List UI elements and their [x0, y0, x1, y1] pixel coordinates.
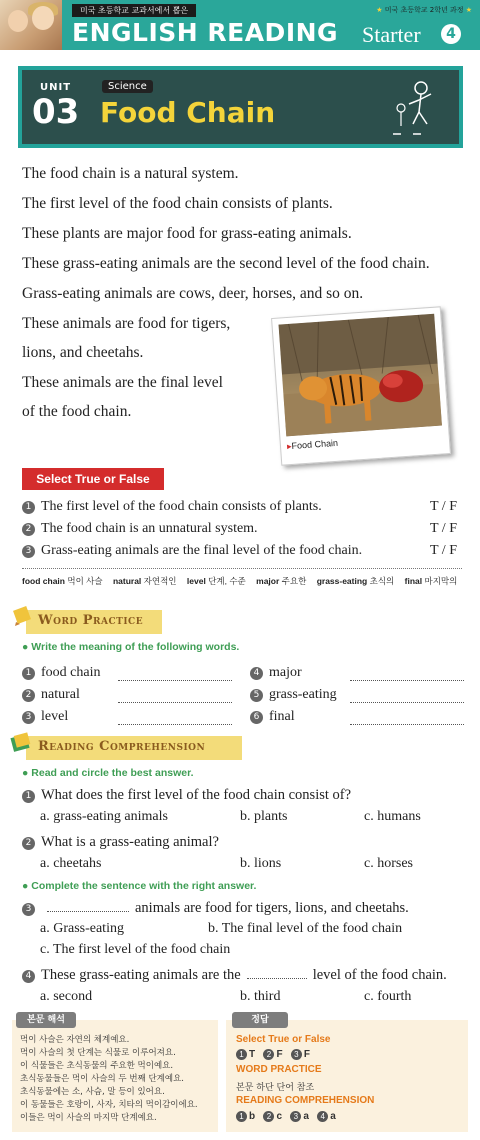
- wp-item-3: 3 level: [22, 708, 68, 726]
- rc-q2-option-c[interactable]: c. horses: [364, 856, 413, 871]
- reading-line: of the food chain.: [22, 403, 132, 420]
- reading-line: These grass-eating animals are the second level of the food chain.: [22, 255, 430, 272]
- photo-caption: ▸Food Chain: [286, 437, 339, 452]
- divider: [22, 568, 462, 569]
- subject-badge: Science: [102, 80, 153, 93]
- translation-line: 초식동물들은 먹이 사슬의 두 번째 단계예요.: [20, 1074, 185, 1084]
- tf-choice-3[interactable]: T / F: [430, 543, 457, 558]
- answer-rc-heading: READING COMPREHENSION: [236, 1095, 375, 1106]
- reading-line: The first level of the food chain consists of plants.: [22, 195, 333, 212]
- wp-item-4: 4 major: [250, 664, 302, 682]
- reading-line: The food chain is a natural system.: [22, 165, 239, 182]
- page-header: [0, 0, 480, 50]
- unit-board: [18, 66, 463, 148]
- answer-wp-note: 본문 하단 단어 참조: [236, 1083, 315, 1093]
- rc-question-2: 2 What is a grass-eating animal?: [22, 833, 219, 851]
- wp-blank-1[interactable]: [118, 680, 232, 681]
- rc-q3-option-c[interactable]: c. The first level of the food chain: [40, 942, 231, 957]
- wp-blank-3[interactable]: [118, 724, 232, 725]
- unit-title: Food Chain: [100, 96, 276, 129]
- food-chain-photo: [271, 306, 451, 465]
- rc-q4-blank[interactable]: [247, 967, 307, 979]
- rc-q3-option-a[interactable]: a. Grass-eating: [40, 921, 124, 936]
- translation-line: 이 식물들은 초식동물의 주요한 먹이예요.: [20, 1061, 174, 1071]
- wp-item-2: 2 natural: [22, 686, 80, 704]
- rc-question-3: 3 animals are food for tigers, lions, and cheetahs.: [22, 899, 409, 917]
- rc-q3-blank[interactable]: [47, 900, 129, 912]
- reading-line: These animals are food for tigers,: [22, 315, 231, 332]
- unit-label: UNIT: [40, 82, 72, 93]
- rc-q2-option-a[interactable]: a. cheetahs: [40, 856, 102, 871]
- rc-q1-option-a[interactable]: a. grass-eating animals: [40, 809, 168, 824]
- answer-rc-values: 1 b 2 c 3 a 4 a: [236, 1111, 336, 1122]
- rc-q4-option-a[interactable]: a. second: [40, 989, 93, 1004]
- header-starter: Starter: [362, 22, 421, 47]
- reading-line: Grass-eating animals are cows, deer, horses, and so on.: [22, 285, 364, 302]
- wp-blank-2[interactable]: [118, 702, 232, 703]
- answer-tf-heading: Select True or False: [236, 1034, 331, 1045]
- tf-item-3: 3 Grass-eating animals are the final level of the food chain.: [22, 542, 362, 560]
- translation-line: 이들은 먹이 사슬의 마지막 단계예요.: [20, 1113, 157, 1123]
- wp-blank-5[interactable]: [350, 702, 464, 703]
- answer-wp-heading: WORD PRACTICE: [236, 1064, 322, 1075]
- reading-line: These animals are the final level: [22, 374, 223, 391]
- true-false-heading: Select True or False: [22, 468, 164, 490]
- rc-q3-option-b[interactable]: b. The final level of the food chain: [208, 921, 403, 936]
- rc-q4-option-c[interactable]: c. fourth: [364, 989, 412, 1004]
- word-practice-heading: Word Practice: [38, 613, 144, 628]
- rc-question-4: 4 These grass-eating animals are the level of the food chain.: [22, 966, 447, 984]
- tf-item-2: 2 The food chain is an unnatural system.: [22, 520, 258, 538]
- wp-blank-6[interactable]: [350, 724, 464, 725]
- reading-line: lions, and cheetahs.: [22, 344, 144, 361]
- header-grade-tag: ★ 미국 초등학교 2학년 과정 ★: [376, 6, 472, 14]
- rc-question-1: 1 What does the first level of the food chain consist of?: [22, 786, 351, 804]
- header-title: ENGLISH READING: [72, 18, 339, 47]
- rc-q1-option-b[interactable]: b. plants: [240, 809, 288, 824]
- word-practice-instruction: ● Write the meaning of the following words.: [22, 641, 240, 653]
- vocab-list: food chain 먹이 사슬 natural 자연적인 level 단계, 수준 major 주요한 grass-eating 초식의 final 마지막의: [22, 576, 458, 586]
- translation-line: 먹이 사슬은 자연의 체계예요.: [20, 1035, 130, 1045]
- stick-figure-doodle-icon: [383, 78, 443, 138]
- tiger-photo: [279, 314, 442, 437]
- wp-item-1: 1 food chain: [22, 664, 100, 682]
- wp-item-5: 5 grass-eating: [250, 686, 337, 704]
- wp-blank-4[interactable]: [350, 680, 464, 681]
- tf-choice-2[interactable]: T / F: [430, 521, 457, 536]
- translation-tab: 본문 해석: [16, 1012, 76, 1028]
- reading-comprehension-heading: Reading Comprehension: [38, 739, 206, 754]
- rc-instruction-1: ● Read and circle the best answer.: [22, 767, 194, 779]
- reading-line: These plants are major food for grass-eating animals.: [22, 225, 352, 242]
- rc-instruction-2: ● Complete the sentence with the right answer.: [22, 880, 257, 892]
- rc-q1-option-c[interactable]: c. humans: [364, 809, 421, 824]
- tf-choice-1[interactable]: T / F: [430, 499, 457, 514]
- rc-q2-option-b[interactable]: b. lions: [240, 856, 282, 871]
- wp-item-6: 6 final: [250, 708, 295, 726]
- translation-line: 먹이 사슬의 첫 단계는 식물로 이루어져요.: [20, 1048, 176, 1058]
- book-icon: [10, 731, 32, 753]
- rc-q4-option-b[interactable]: b. third: [240, 989, 281, 1004]
- answer-tab: 정답: [232, 1012, 288, 1028]
- answer-tf-values: 1 T 2 F 3 F: [236, 1049, 310, 1060]
- header-level-number: 4: [441, 24, 461, 44]
- header-children-photo: [0, 0, 62, 50]
- tf-item-1: 1 The first level of the food chain consists of plants.: [22, 498, 322, 516]
- unit-number: 03: [32, 92, 80, 132]
- translation-line: 초식동물에는 소, 사슴, 말 등이 있어요.: [20, 1087, 165, 1097]
- pencil-icon: [12, 604, 34, 626]
- header-tag: 미국 초등학교 교과서에서 뽑은: [72, 4, 196, 17]
- translation-line: 이 동물들은 호랑이, 사자, 치타의 먹이감이에요.: [20, 1100, 198, 1110]
